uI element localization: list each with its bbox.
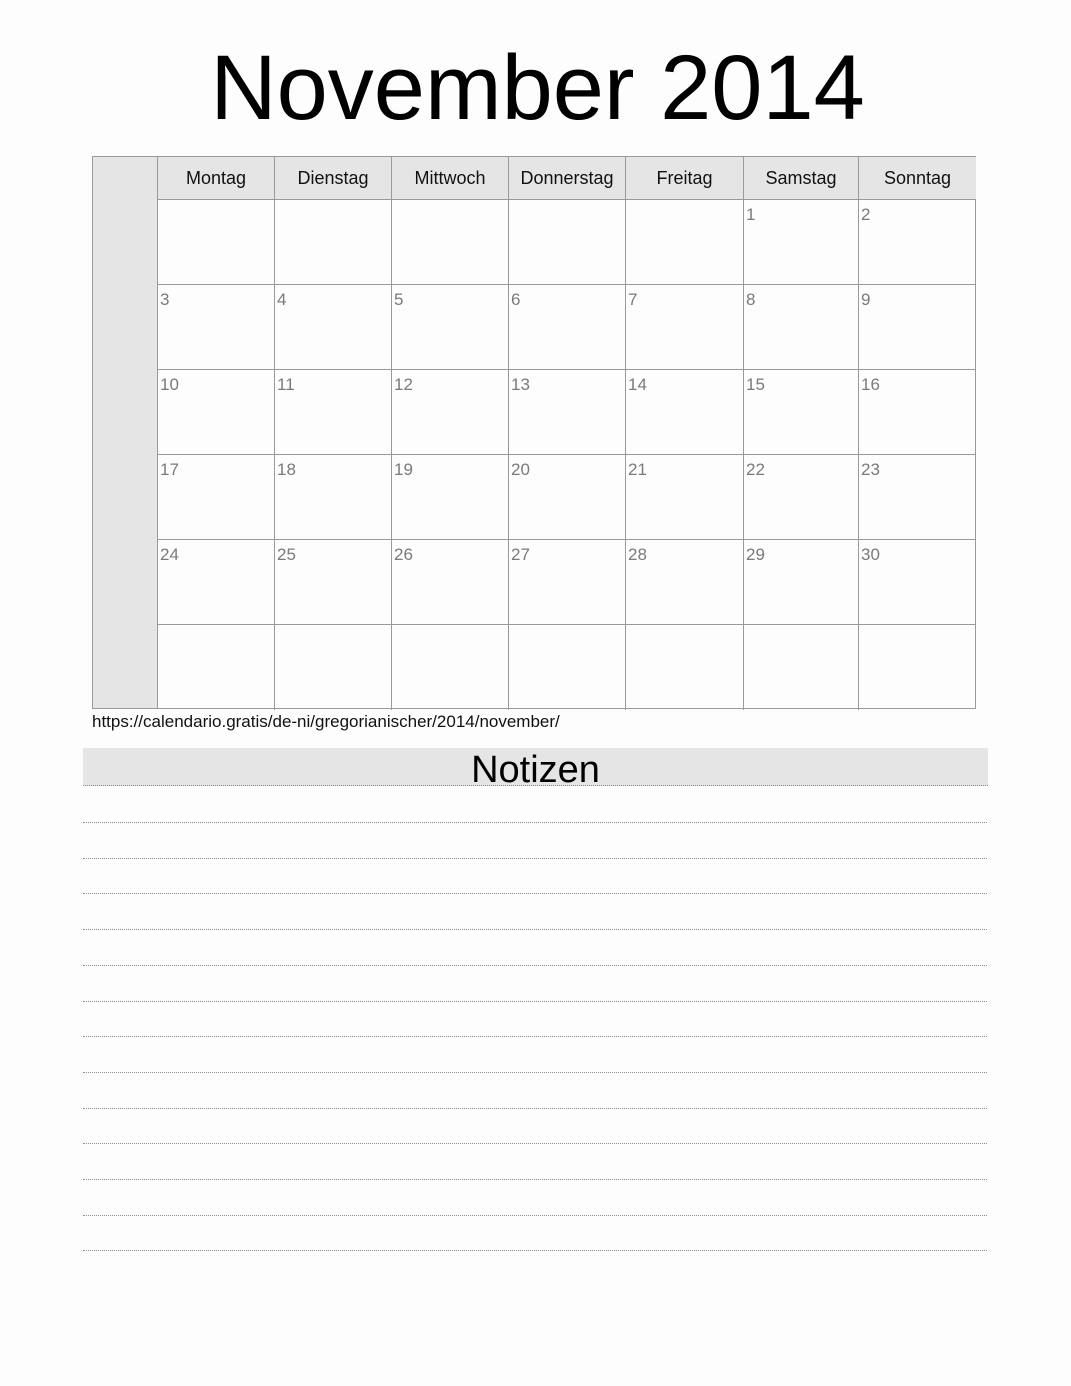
day-cell [509, 625, 626, 710]
day-cell: 25 [275, 540, 392, 625]
day-cell [626, 625, 744, 710]
weekday-header: Mittwoch [392, 157, 509, 200]
day-cell: 13 [509, 370, 626, 455]
day-cell: 15 [744, 370, 859, 455]
day-cell: 20 [509, 455, 626, 540]
day-cell: 3 [158, 285, 275, 370]
day-cell: 7 [626, 285, 744, 370]
day-cell [509, 200, 626, 285]
note-line [83, 1036, 987, 1037]
day-cell: 4 [275, 285, 392, 370]
day-cell: 12 [392, 370, 509, 455]
day-cell: 27 [509, 540, 626, 625]
note-line [83, 1143, 987, 1144]
note-line [83, 822, 987, 823]
day-cell: 10 [158, 370, 275, 455]
day-cell: 29 [744, 540, 859, 625]
day-cell [275, 200, 392, 285]
day-cell: 23 [859, 455, 976, 540]
day-cell: 14 [626, 370, 744, 455]
weekday-header: Dienstag [275, 157, 392, 200]
day-cell [744, 625, 859, 710]
day-cell [158, 625, 275, 710]
note-line [83, 893, 987, 894]
day-cell [158, 200, 275, 285]
day-cell: 24 [158, 540, 275, 625]
day-cell: 5 [392, 285, 509, 370]
note-line [83, 1108, 987, 1109]
day-cell: 30 [859, 540, 976, 625]
day-cell: 19 [392, 455, 509, 540]
note-line [83, 1215, 987, 1216]
weekday-header: Montag [158, 157, 275, 200]
day-cell [392, 200, 509, 285]
note-line [83, 965, 987, 966]
day-cell [626, 200, 744, 285]
day-cell: 17 [158, 455, 275, 540]
note-line [83, 1001, 987, 1002]
weekday-header: Freitag [626, 157, 744, 200]
page-title: November 2014 [210, 37, 865, 139]
notes-heading: Notizen [83, 748, 988, 786]
source-url: https://calendario.gratis/de-ni/gregorianischer/2014/november/ [92, 712, 560, 731]
weekday-header: Donnerstag [509, 157, 626, 200]
note-line [83, 1250, 987, 1251]
calendar-grid [92, 156, 976, 709]
day-cell: 18 [275, 455, 392, 540]
day-cell [392, 625, 509, 710]
day-cell [275, 625, 392, 710]
day-cell: 11 [275, 370, 392, 455]
day-cell: 16 [859, 370, 976, 455]
day-cell: 2 [859, 200, 976, 285]
note-line [83, 1072, 987, 1073]
weekday-header: Samstag [744, 157, 859, 200]
calendar-days [158, 157, 975, 708]
day-cell: 6 [509, 285, 626, 370]
day-cell: 26 [392, 540, 509, 625]
note-line [83, 858, 987, 859]
day-cell: 9 [859, 285, 976, 370]
weekday-header: Sonntag [859, 157, 976, 200]
day-cell [859, 625, 976, 710]
note-line [83, 1179, 987, 1180]
day-cell: 21 [626, 455, 744, 540]
day-cell: 1 [744, 200, 859, 285]
week-number-column [93, 157, 158, 708]
note-line [83, 929, 987, 930]
day-cell: 22 [744, 455, 859, 540]
day-cell: 8 [744, 285, 859, 370]
day-cell: 28 [626, 540, 744, 625]
